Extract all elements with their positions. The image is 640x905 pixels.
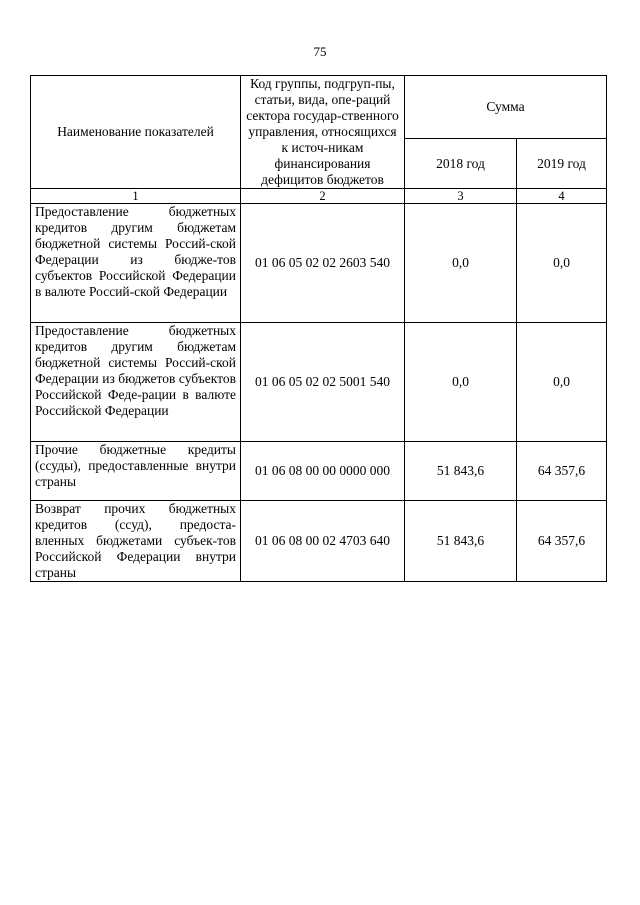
row-value-2018: 0,0 xyxy=(405,323,517,442)
row-name: Предоставление бюджетных кредитов другим бюджетам бюджетной системы Россий-ской Федерации из бюджетов субъектов Российской Феде-рации в валюте Российской Федерации xyxy=(31,323,241,442)
header-year-2018: 2018 год xyxy=(405,139,517,189)
row-code: 01 06 05 02 02 2603 540 xyxy=(241,204,405,323)
row-value-2018: 0,0 xyxy=(405,204,517,323)
table-row xyxy=(31,323,607,442)
row-name: Прочие бюджетные кредиты (ссуды), предоставленные внутри страны xyxy=(31,442,241,501)
table-row xyxy=(31,204,607,323)
row-code: 01 06 08 00 02 4703 640 xyxy=(241,501,405,582)
header-sum: Сумма xyxy=(405,76,607,139)
row-value-2019: 0,0 xyxy=(517,204,607,323)
table-row xyxy=(31,501,607,582)
header-year-2019: 2019 год xyxy=(517,139,607,189)
budget-table xyxy=(30,75,607,582)
page-number: 75 xyxy=(313,44,327,59)
column-number-row xyxy=(31,189,607,204)
row-value-2018: 51 843,6 xyxy=(405,442,517,501)
row-code: 01 06 05 02 02 5001 540 xyxy=(241,323,405,442)
column-number: 3 xyxy=(405,189,517,204)
row-value-2019: 64 357,6 xyxy=(517,501,607,582)
row-value-2019: 0,0 xyxy=(517,323,607,442)
column-number: 1 xyxy=(31,189,241,204)
row-value-2018: 51 843,6 xyxy=(405,501,517,582)
row-value-2019: 64 357,6 xyxy=(517,442,607,501)
column-number: 2 xyxy=(241,189,405,204)
table-row xyxy=(31,442,607,501)
row-code: 01 06 08 00 00 0000 000 xyxy=(241,442,405,501)
row-name: Предоставление бюджетных кредитов другим бюджетам бюджетной системы Россий-ской Федерации из бюдже-тов субъектов Российской Федерации в валюте Россий-ской Федерации xyxy=(31,204,241,323)
header-row-1 xyxy=(31,76,607,139)
header-name: Наименование показателей xyxy=(31,76,241,189)
column-number: 4 xyxy=(517,189,607,204)
row-name: Возврат прочих бюджетных кредитов (ссуд), предоста-вленных бюджетами субъек-тов Российской Федерации внутри страны xyxy=(31,501,241,582)
header-code: Код группы, подгруп-пы, статьи, вида, опе-раций сектора государ-ственного управления, относящихся к источ-никам финансирования дефицитов бюджетов xyxy=(241,76,405,189)
